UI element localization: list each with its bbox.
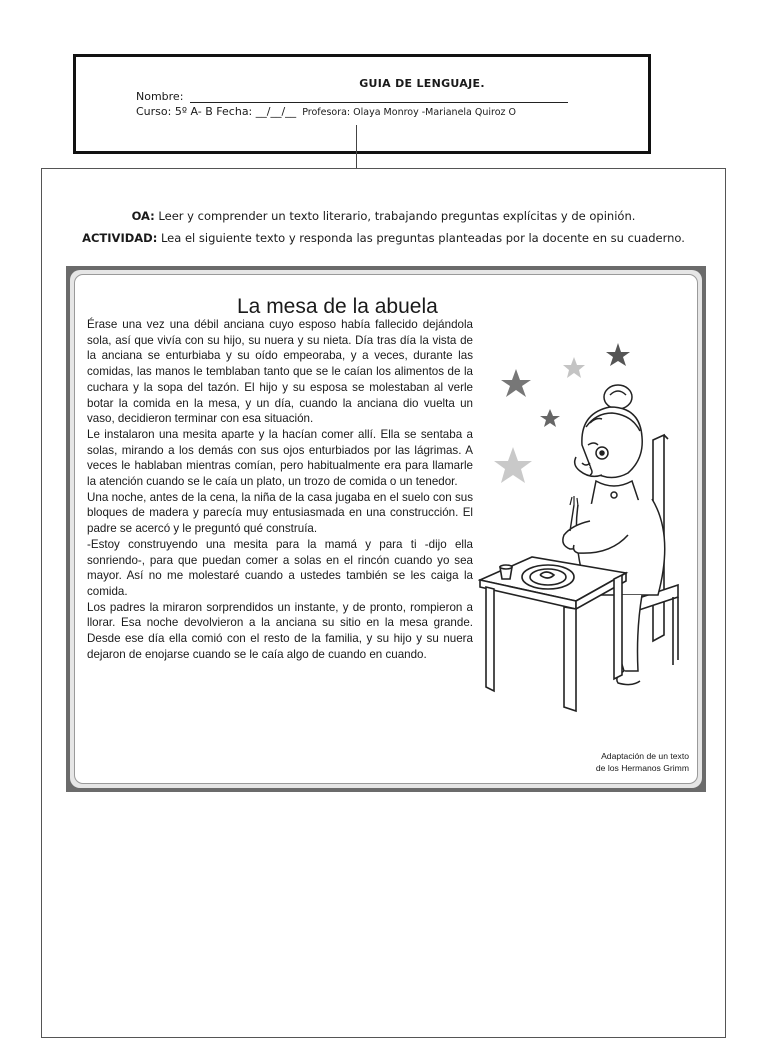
star-icon — [494, 447, 532, 483]
name-label: Nombre: — [136, 90, 184, 103]
story-panel-border — [70, 270, 702, 788]
connector-line — [356, 125, 357, 169]
story-credit — [596, 750, 689, 774]
objective-label: OA: — [131, 209, 155, 223]
story-title: La mesa de la abuela — [237, 295, 438, 318]
story-paragraph: Una noche, antes de la cena, la niña de la casa jugaba en el suelo con sus bloques de madera y parecía muy entusiasmada en una construcción. El padre se acercó y le preguntó qué construía. — [87, 490, 473, 536]
objective-line — [41, 209, 726, 223]
story-card — [74, 274, 698, 784]
activity-label: ACTIVIDAD: — [82, 231, 158, 245]
course-date-line — [136, 105, 516, 118]
story-paragraph: Le instalaron una mesita aparte y la hacían comer allí. Ella se sentaba a solas, mirando a los demás con sus ojos enturbiados por las lágrimas. A veces le hablaban mientras comían, pero habitualmente era para llamarle la atención cuando se le caía un plato, un trozo de comida o un tenedor. — [87, 427, 473, 489]
story-paragraph: Los padres la miraron sorprendidos un instante, y de pronto, rompieron a llorar. Esa noche devolvieron a la anciana su sitio en la mesa grande. Desde ese día ella comió con el resto de la familia, y su hijo y su nuera dejaron de enojarse cuando se le caía algo de cuando en cuando. — [87, 600, 473, 661]
name-field-line[interactable] — [190, 102, 568, 103]
grandmother-eating-illustration — [478, 335, 698, 745]
objective-text: Leer y comprender un texto literario, trabajando preguntas explícitas y de opinión. — [154, 209, 636, 223]
credit-line-2: de los Hermanos Grimm — [595, 763, 689, 773]
worksheet-title: GUIA DE LENGUAJE. — [359, 77, 485, 90]
worksheet-header — [73, 54, 651, 154]
star-icon — [501, 369, 531, 397]
story-paragraph: -Estoy construyendo una mesita para la mamá y para ti -dijo ella sonriendo-, para que puedan comer a solas en el rincón cuando yo sea mayor. Así no me molestaré cuando a ustedes también se les caiga la comida. — [87, 537, 473, 598]
activity-text: Lea el siguiente texto y responda las preguntas planteadas por la docente en su cuaderno. — [157, 231, 685, 245]
activity-line — [41, 231, 726, 245]
story-panel — [66, 266, 706, 792]
teacher-text: Profesora: Olaya Monroy -Marianela Quiroz O — [302, 107, 517, 118]
story-paragraph: Érase una vez una débil anciana cuyo esposo había fallecido dejándola sola, así que vivía con su hijo, su nuera y su nieta. Día tras día la vista de la anciana se enturbiaba y su oído empeoraba, y a veces, durante las comidas, las manos le temblaban tanto que se le caían los alimentos de la cuchara y la sopa del tazón. El hijo y su esposa se molestaban al verle botar la comida en la mesa, y un día, cuando la anciana dio vuelta un vaso, decidieron terminar con esa situación. — [87, 318, 473, 426]
star-icon — [606, 343, 630, 366]
credit-line-1: Adaptación de un texto — [601, 751, 689, 761]
course-date-text: Curso: 5º A- B Fecha: __/__/__ — [136, 105, 297, 118]
story-text — [87, 317, 473, 662]
star-icon — [563, 357, 585, 378]
star-icon — [540, 409, 560, 427]
